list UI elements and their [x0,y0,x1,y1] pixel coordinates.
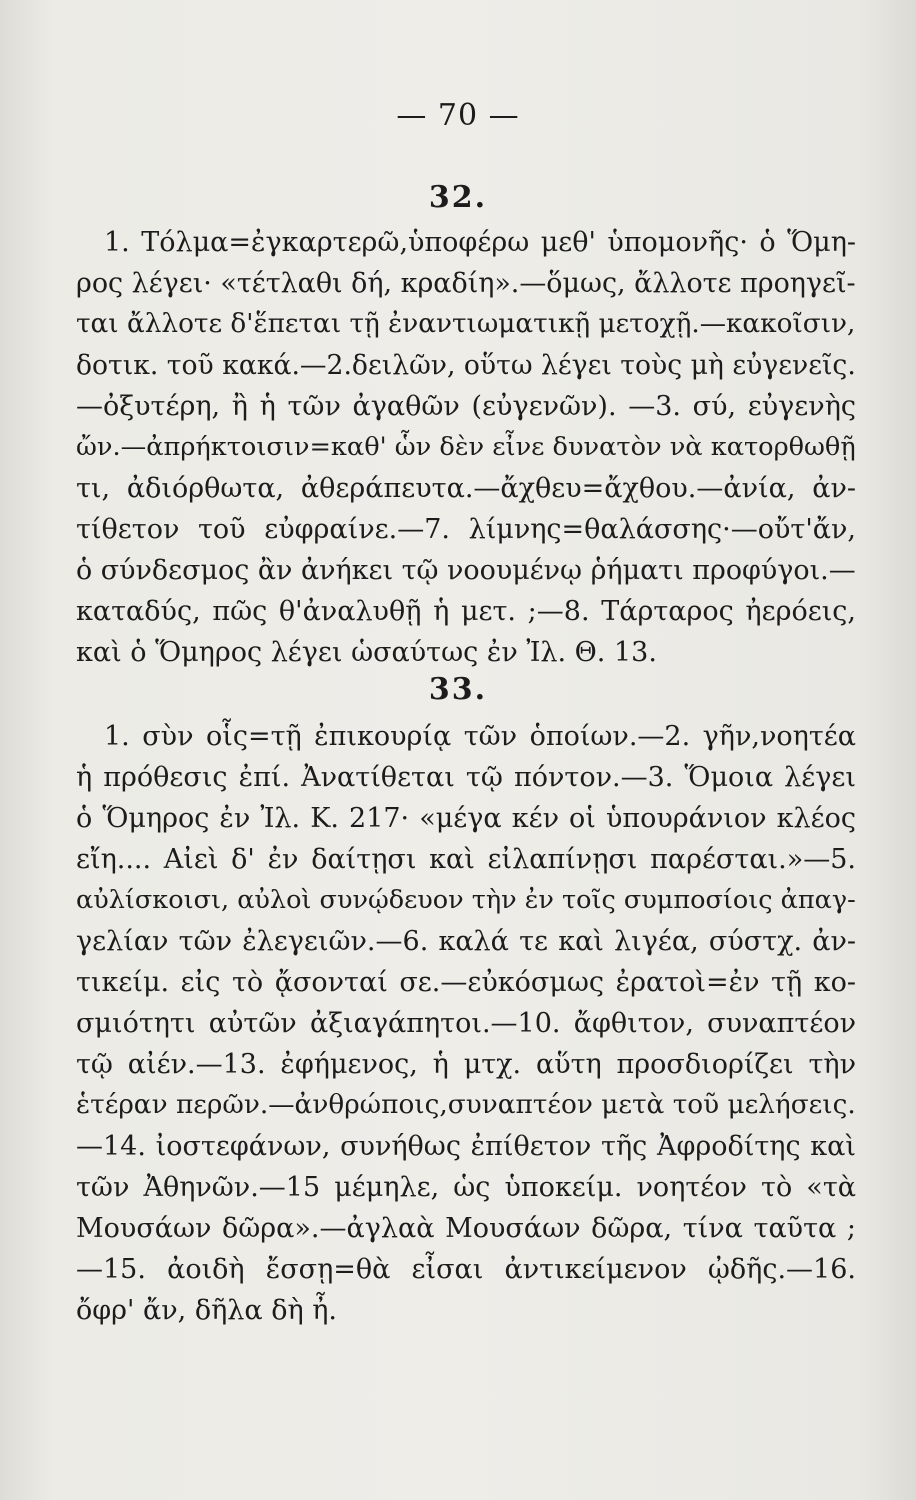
text-line: εἴη.... Αἰεὶ δ' ἐν δαίτῃσι καὶ εἰλαπίνῃσι παρέσται.»—5. [76,844,856,875]
page-number: — 70 — [396,98,520,133]
text-line: τῷ αἰέν.—13. ἐφήμενος, ἡ μτχ. αὕτη προσδιορίζει τὴν [76,1049,856,1080]
text-line: ὄφρ' ἄν, δῆλα δὴ ἦ. [76,1295,337,1326]
section-heading-33: 33. [428,672,488,707]
text-line: καὶ ὁ Ὅμηρος λέγει ὡσαύτως ἐν Ἰλ. Θ. 13. [76,637,657,668]
text-line: —ὀξυτέρη, ἢ ἡ τῶν ἀγαθῶν (εὐγενῶν). —3. σύ, εὐγενὴς [76,391,856,422]
text-line: ὁ σύνδεσμος ἂν ἀνήκει τῷ νοουμένῳ ῥήματι προφύγοι.— [76,555,856,586]
text-line: ὤν.—ἀπρήκτοισιν=καθ' ὧν δὲν εἶνε δυνατὸν νὰ κατορθωθῇ [76,432,856,462]
text-line: καταδύς, πῶς θ'ἀναλυθῇ ἡ μετ. ;—8. Τάρταρος ἠερόεις, [76,596,856,627]
text-line: σμιότητι αὐτῶν ἀξιαγάπητοι.—10. ἄφθιτον, συναπτέον [76,1008,856,1039]
text-line: δοτικ. τοῦ κακά.—2.δειλῶν, οὕτω λέγει τοὺς μὴ εὐγενεῖς. [76,350,856,381]
section-32-text [76,222,856,673]
section-heading-32: 32. [428,180,488,215]
text-line: ται ἄλλοτε δ'ἕπεται τῇ ἐναντιωματικῇ μετοχῇ.—κακοῖσιν, [76,309,856,339]
text-line: τικείμ. εἰς τὸ ᾄσονταί σε.—εὐκόσμως ἐρατοὶ=ἐν τῇ κο- [76,967,856,998]
text-line: —14. ἰοστεφάνων, συνήθως ἐπίθετον τῆς Ἀφροδίτης καὶ [76,1131,856,1162]
text-line: τῶν Ἀθηνῶν.—15 μέμηλε, ὡς ὑποκείμ. νοητέον τὸ «τὰ [76,1172,856,1203]
text-line: 1. Τόλμα=ἐγκαρτερῶ,ὑποφέρω μεθ' ὑπομονῆς· ὁ Ὅμη- [104,227,856,258]
text-line: γελίαν τῶν ἐλεγειῶν.—6. καλά τε καὶ λιγέα, σύστχ. ἀν- [76,926,856,957]
text-line: τίθετον τοῦ εὐφραίνε.—7. λίμνης=θαλάσσης·—οὔτ'ἄν, [76,514,856,545]
text-line: ἑτέραν περῶν.—ἀνθρώποις,συναπτέον μετὰ τοῦ μελήσεις. [76,1090,856,1120]
text-line: ἡ πρόθεσις ἐπί. Ἀνατίθεται τῷ πόντον.—3. Ὅμοια λέγει [76,762,856,793]
text-line: 1. σὺν οἷς=τῇ ἐπικουρίᾳ τῶν ὁποίων.—2. γῆν,νοητέα [104,721,856,752]
text-line: ὁ Ὅμηρος ἐν Ἰλ. Κ. 217· «μέγα κέν οἱ ὑπουράνιον κλέος [76,803,856,834]
section-33-text [76,716,856,1331]
text-line: τι, ἀδιόρθωτα, ἀθεράπευτα.—ἄχθευ=ἄχθου.—ἀνία, ἀν- [76,473,856,504]
text-line: Μουσάων δῶρα».—ἀγλαὰ Μουσάων δῶρα, τίνα ταῦτα ; [76,1213,856,1244]
text-line: —15. ἀοιδὴ ἔσσῃ=θὰ εἶσαι ἀντικείμενον ᾠδῆς.—16. [76,1254,856,1285]
text-line: ρος λέγει· «τέτλαθι δή, κραδίη».—ὅμως, ἄλλοτε προηγεῖ- [76,268,856,299]
text-line: αὐλίσκοισι, αὐλοὶ συνῴδευον τὴν ἐν τοῖς συμποσίοις ἀπαγ- [76,885,856,915]
